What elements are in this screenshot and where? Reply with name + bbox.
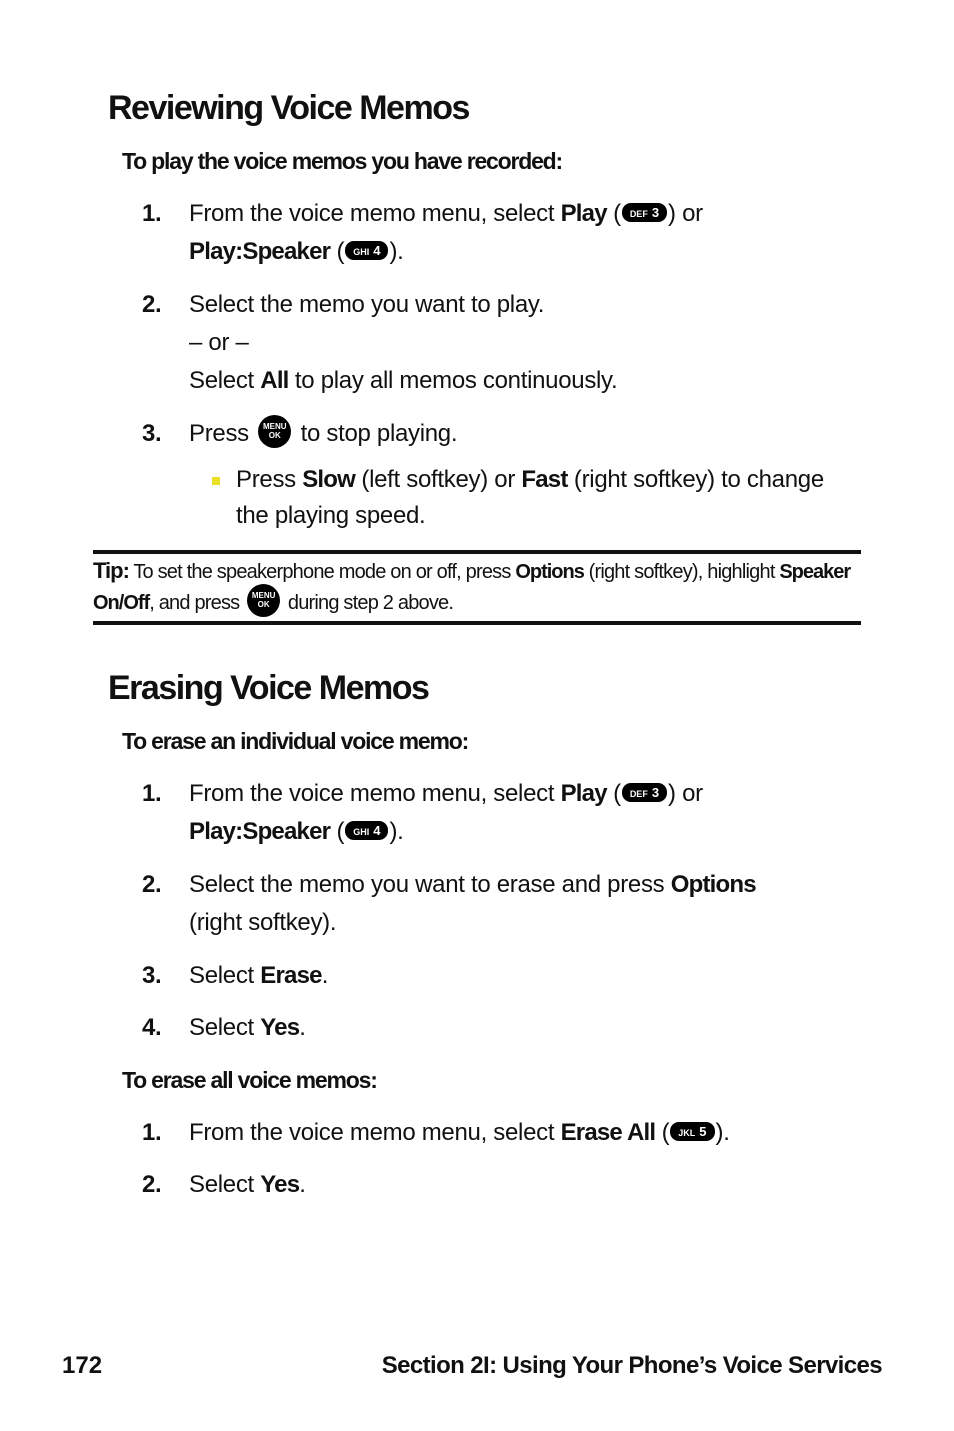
step-text: ).	[389, 818, 404, 845]
erase-step-1	[142, 775, 842, 851]
subtitle-erase-individual: To erase an individual voice memo:	[122, 728, 469, 754]
play-step-1	[142, 195, 842, 271]
step-text: (	[330, 238, 345, 265]
menu-ok-key-icon: MENU OK	[247, 584, 280, 617]
step-text: Select	[189, 1171, 261, 1198]
step-number: 3.	[142, 962, 162, 989]
step-number: 1.	[142, 200, 162, 227]
tip-text: (right softkey), highlight	[583, 561, 780, 583]
play-step-3	[142, 415, 842, 453]
tip-text: during step 2 above.	[283, 591, 454, 614]
speed-bullet	[212, 462, 832, 534]
or-separator: – or –	[189, 329, 249, 356]
erase-step-2	[142, 866, 842, 942]
step-text: Press	[189, 420, 256, 447]
key-5-icon: JKL 5	[670, 1122, 714, 1141]
subtitle-play-memos: To play the voice memos you have recorded:	[122, 148, 562, 174]
step-text: .	[299, 1014, 306, 1041]
key-4-icon: GHI 4	[345, 821, 388, 840]
step-text: ).	[715, 1119, 730, 1146]
erase-step-4	[142, 1009, 842, 1047]
fast-option: Fast	[521, 466, 568, 493]
play-option: Play	[560, 200, 607, 227]
tip-text: To set the speakerphone mode on or off, press	[128, 561, 516, 583]
erase-option: Erase	[260, 962, 322, 989]
step-text: to play all memos continuously.	[288, 367, 618, 394]
step-text: to stop playing.	[294, 420, 458, 447]
tip-bottom-rule	[93, 621, 861, 625]
yes-option: Yes	[260, 1014, 300, 1041]
subtitle-erase-all: To erase all voice memos:	[122, 1067, 377, 1093]
tip-top-rule	[93, 550, 861, 554]
tip-box	[93, 556, 861, 620]
bullet-square-icon	[212, 477, 220, 485]
erase-all-step-1	[142, 1114, 842, 1152]
play-option: Play	[560, 780, 607, 807]
step-text: From the voice memo menu, select	[189, 200, 561, 227]
step-text: ).	[389, 238, 404, 265]
step-text: Select the memo you want to play.	[189, 291, 545, 318]
bullet-text: Press	[236, 466, 303, 493]
step-number: 4.	[142, 1014, 162, 1041]
step-text: (	[655, 1119, 670, 1146]
tip-text: , and press	[149, 591, 245, 614]
step-text: .	[299, 1171, 306, 1198]
step-text: ) or	[668, 780, 703, 807]
play-speaker-option: Play:Speaker	[189, 818, 331, 845]
section-title-erasing: Erasing Voice Memos	[108, 669, 429, 707]
page-number: 172	[62, 1352, 103, 1379]
step-text: From the voice memo menu, select	[189, 1119, 561, 1146]
step-number: 1.	[142, 1119, 162, 1146]
step-text: Select	[189, 1014, 261, 1041]
all-option: All	[260, 367, 289, 394]
section-footer: Section 2I: Using Your Phone’s Voice Services	[381, 1352, 882, 1379]
speaker-on-off-label: Speaker On/Off	[93, 561, 851, 614]
step-text: Select the memo you want to erase and press	[189, 871, 671, 898]
menu-ok-key-icon: MENU OK	[258, 415, 291, 448]
bullet-text: (left softkey) or	[355, 466, 522, 493]
key-3-icon: DEF 3	[622, 203, 667, 222]
step-text: Select	[189, 962, 261, 989]
step-text: (	[330, 818, 345, 845]
step-text: (right softkey).	[189, 909, 337, 936]
step-number: 3.	[142, 420, 162, 447]
step-text: From the voice memo menu, select	[189, 780, 561, 807]
options-option: Options	[670, 871, 756, 898]
step-number: 1.	[142, 780, 162, 807]
key-4-icon: GHI 4	[345, 241, 388, 260]
step-number: 2.	[142, 1171, 162, 1198]
yes-option: Yes	[260, 1171, 300, 1198]
section-title-reviewing: Reviewing Voice Memos	[108, 89, 469, 127]
erase-all-option: Erase All	[560, 1119, 656, 1146]
step-text: ) or	[668, 200, 703, 227]
erase-all-step-2	[142, 1166, 842, 1204]
options-label: Options	[515, 561, 584, 583]
tip-label: Tip:	[93, 558, 129, 583]
slow-option: Slow	[302, 466, 356, 493]
step-text: .	[321, 962, 329, 989]
erase-step-3	[142, 957, 842, 995]
play-speaker-option: Play:Speaker	[189, 238, 331, 265]
step-text: (	[606, 200, 621, 227]
key-3-icon: DEF 3	[622, 783, 667, 802]
step-number: 2.	[142, 871, 162, 898]
step-number: 2.	[142, 291, 162, 318]
step-text: (	[606, 780, 621, 807]
step-text: Select	[189, 367, 261, 394]
bullet-text: (right softkey) to change the playing speed.	[236, 466, 824, 529]
play-step-2	[142, 286, 842, 400]
